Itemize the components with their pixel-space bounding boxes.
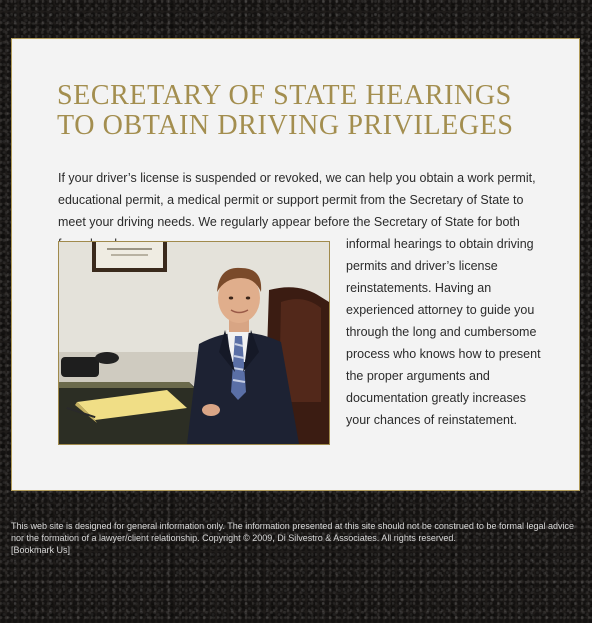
page-title-line-1: SECRETARY OF STATE HEARINGS: [57, 80, 512, 111]
page-title: [57, 81, 557, 141]
footer-disclaimer: This web site is designed for general information only. The information presented at this site should not be construed to be formal legal advice nor the formation of a lawyer/client relationship. Copyright © 2009, Di Silvestro & Associates. All rights reserved.: [11, 521, 574, 543]
side-paragraph: informal hearings to obtain driving permits and driver’s license reinstatements. Having an experienced attorney to guide you through the long and cumbersome process who knows how to present the proper arguments and documentation greatly increases your chances of reinstatement.: [346, 237, 541, 427]
footer: [11, 520, 586, 556]
attorney-portrait-illustration: [59, 242, 329, 444]
page-title-line-2: TO OBTAIN DRIVING PRIVILEGES: [57, 110, 514, 141]
content-panel: [11, 38, 580, 491]
attorney-photo: [58, 241, 330, 445]
bookmark-link[interactable]: [Bookmark Us]: [11, 545, 71, 555]
intro-paragraph: If your driver’s license is suspended or revoked, we can help you obtain a work permit, educational permit, a medical permit or support permit from the Secretary of State to meet your driving needs. We regularly appear before the Secretary of State for both: [58, 171, 536, 229]
